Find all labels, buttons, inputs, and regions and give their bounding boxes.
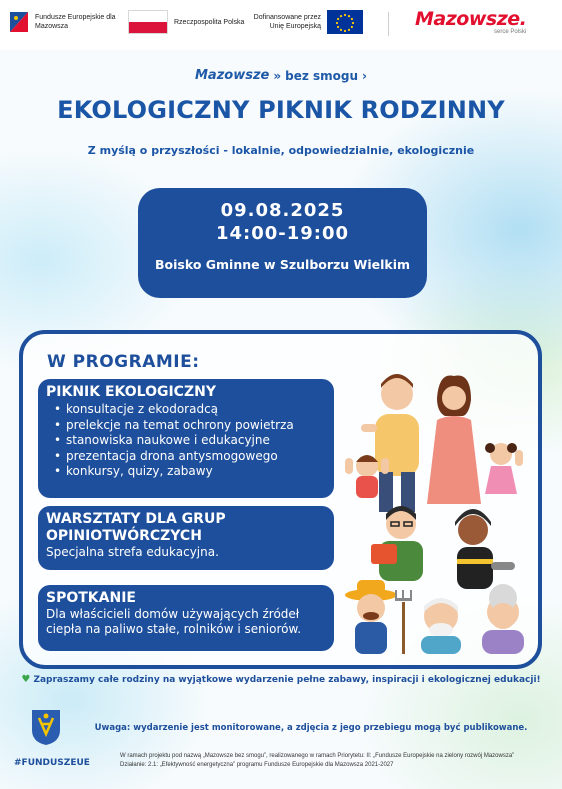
list-item: • prezentacja drona antysmogowego xyxy=(46,449,326,465)
campaign-arrow2-icon: › xyxy=(362,68,367,83)
eu-flag-icon xyxy=(327,10,363,34)
invite-line xyxy=(0,674,562,685)
card-title: PIKNIK EKOLOGICZNY xyxy=(46,384,216,400)
program-card-workshops xyxy=(38,506,334,570)
mazowsze-tagline: serce Polski xyxy=(494,29,527,35)
campaign-arrow-icon: » xyxy=(273,68,282,83)
ue-logo xyxy=(243,10,363,34)
people-illustration xyxy=(341,354,541,654)
program-section xyxy=(19,330,542,669)
funding-footnote: W ramach projektu pod nazwą „Mazowsze bez smogu”, realizowanego w ramach Priorytetu: II: „Fundusze Europejskie na zielony rozwój Mazowsza” Działanie: 2.1: „Efektywność energetyczna” programu Fundusze Europejskie dla Mazowsza 2021-2027 xyxy=(120,753,515,768)
logo-bar xyxy=(0,0,562,50)
event-info-box xyxy=(138,188,427,298)
list-item: • prelekcje na temat ochrony powietrza xyxy=(46,418,326,434)
card-list xyxy=(46,402,326,480)
list-item: • stanowiska naukowe i edukacyjne xyxy=(46,433,326,449)
page-title: EKOLOGICZNY PIKNIK RODZINNY xyxy=(57,96,505,124)
mother-figure xyxy=(427,375,481,504)
campaign-brand: Mazowsze xyxy=(195,68,270,83)
list-item: • konsultacje z ekodoradcą xyxy=(46,402,326,418)
monitoring-notice: Uwaga: wydarzenie jest monitorowane, a zdjęcia z jego przebiegu mogą być publikowane. xyxy=(94,723,528,733)
invite-text: Zapraszamy całe rodziny na wyjątkowe wydarzenie pełne zabawy, inspiracji i ekologicznej edukacji! xyxy=(33,675,541,685)
mazowsze-logo xyxy=(415,8,526,35)
card-title: WARSZTATY DLA GRUP OPINIOTWÓRCZYCH xyxy=(46,511,226,544)
firefighter-figure xyxy=(455,509,515,589)
list-item: • konkursy, quizy, zabawy xyxy=(46,464,326,480)
heart-icon: ♥ xyxy=(21,674,31,685)
pitchfork-icon xyxy=(395,590,412,654)
logo-divider xyxy=(388,12,389,36)
event-venue: Boisko Gminne w Szulborzu Wielkim xyxy=(155,257,410,272)
program-card-meeting xyxy=(38,585,334,651)
event-date: 09.08.2025 xyxy=(220,200,345,221)
fe-logo-icon xyxy=(8,10,30,34)
card-text: Dla właścicieli domów używających źródeł ciepła na paliwo stałe, rolników i seniorów. xyxy=(46,607,302,636)
card-text: Specjalna strefa edukacyjna. xyxy=(46,545,219,559)
fe-logo-text: Fundusze Europejskie dla Mazowsza xyxy=(35,14,116,30)
hashtag: #FUNDUSZEUE xyxy=(14,758,90,768)
crest-icon xyxy=(30,708,62,746)
fe-logo xyxy=(8,10,125,34)
grandpa-figure xyxy=(421,598,461,654)
grandma-figure xyxy=(482,584,524,654)
girl-figure xyxy=(485,443,523,494)
rp-logo-text: Rzeczpospolita Polska xyxy=(174,18,245,26)
program-heading: W PROGRAMIE: xyxy=(47,352,200,372)
campaign-text: bez smogu xyxy=(285,68,359,83)
teacher-figure xyxy=(371,506,423,581)
ue-logo-text: Dofinansowane przez Unię Europejską xyxy=(253,14,321,30)
farmer-figure xyxy=(345,580,397,654)
event-time: 14:00-19:00 xyxy=(215,223,350,244)
program-card-picnic xyxy=(38,379,334,498)
mazowsze-wordmark: Mazowsze. xyxy=(415,8,527,30)
campaign-logo xyxy=(0,68,562,83)
poland-flag-icon xyxy=(128,10,168,34)
page-subtitle: Z myślą o przyszłości - lokalnie, odpowiedzialnie, ekologicznie xyxy=(87,144,475,157)
card-title: SPOTKANIE xyxy=(46,590,136,606)
